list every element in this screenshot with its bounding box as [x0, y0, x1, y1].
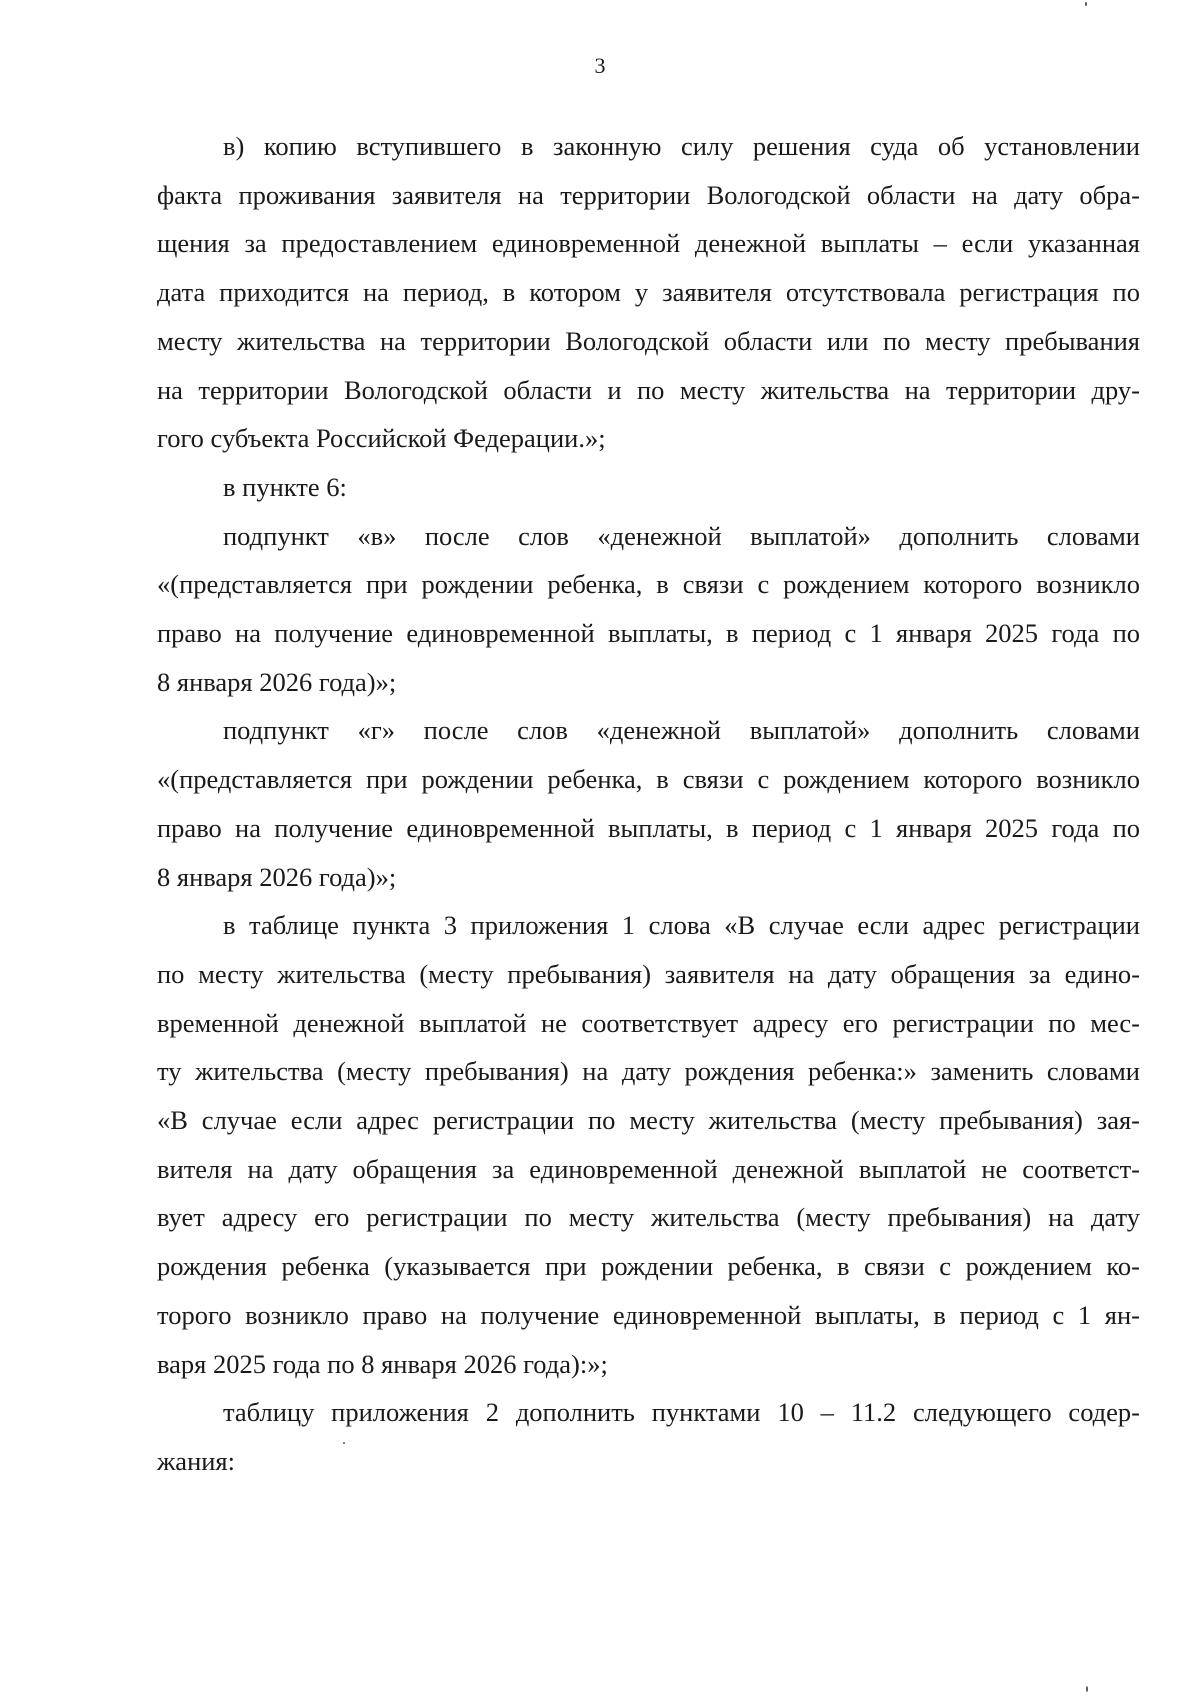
text-line: в) копию вступившего в законную силу решения суда об установлении [223, 131, 1140, 161]
text-line: по месту жительства (месту пребывания) заявителя на дату обращения за едино- [157, 958, 1140, 989]
text-line: в таблице пункта 3 приложения 1 слова «В случае если адрес регистрации [223, 910, 1140, 941]
text-line: «(представляется при рождении ребенка, в связи с рождением которого возникло [157, 764, 1140, 795]
text-line: месту жительства на территории Вологодской области или по месту пребывания [157, 325, 1140, 356]
text-line: временной денежной выплатой не соответствует адресу его регистрации по мес- [157, 1007, 1140, 1038]
text-line: жания: [157, 1445, 235, 1476]
text-line: рождения ребенка (указывается при рождении ребенка, в связи с рождением ко- [157, 1251, 1140, 1282]
scan-speck [1085, 2, 1087, 6]
text-line: вителя на дату обращения за единовременной денежной выплатой не соответст- [157, 1153, 1140, 1184]
page-number: 3 [594, 53, 606, 78]
text-line: 8 января 2026 года)»; [157, 666, 397, 697]
text-line: варя 2025 года по 8 января 2026 года):»; [157, 1348, 608, 1379]
text-line: торого возникло право на получение единовременной выплаты, в период с 1 ян- [157, 1299, 1140, 1330]
text-line: ту жительства (месту пребывания) на дату рождения ребенка:» заменить словами [157, 1056, 1140, 1087]
text-line: 8 января 2026 года)»; [157, 861, 397, 892]
text-line: щения за предоставлением единовременной денежной выплаты – если указанная [157, 228, 1140, 259]
text-line: подпункт «г» после слов «денежной выплатой» дополнить словами [223, 715, 1140, 746]
text-line: право на получение единовременной выплаты, в период с 1 января 2025 года по [157, 618, 1140, 649]
text-line: «В случае если адрес регистрации по месту жительства (месту пребывания) зая- [157, 1105, 1140, 1136]
text-line: в пункте 6: [223, 471, 347, 502]
scan-speck [343, 1442, 345, 1444]
text-line: гого субъекта Российской Федерации.»; [157, 423, 606, 454]
text-line: факта проживания заявителя на территории Вологодской области на дату обра- [157, 179, 1140, 210]
text-line: право на получение единовременной выплаты, в период с 1 января 2025 года по [157, 812, 1140, 843]
text-line: на территории Вологодской области и по месту жительства на территории дру- [157, 374, 1140, 405]
text-line: дата приходится на период, в котором у заявителя отсутствовала регистрация по [157, 277, 1140, 308]
scan-speck [1086, 1686, 1088, 1692]
text-line: подпункт «в» после слов «денежной выплатой» дополнить словами [223, 520, 1140, 551]
document-body [157, 122, 1140, 1486]
text-line: «(представляется при рождении ребенка, в связи с рождением которого возникло [157, 569, 1140, 600]
text-line: таблицу приложения 2 дополнить пунктами 10 – 11.2 следующего содер- [223, 1397, 1140, 1428]
text-line: вует адресу его регистрации по месту жительства (месту пребывания) на дату [157, 1202, 1140, 1233]
